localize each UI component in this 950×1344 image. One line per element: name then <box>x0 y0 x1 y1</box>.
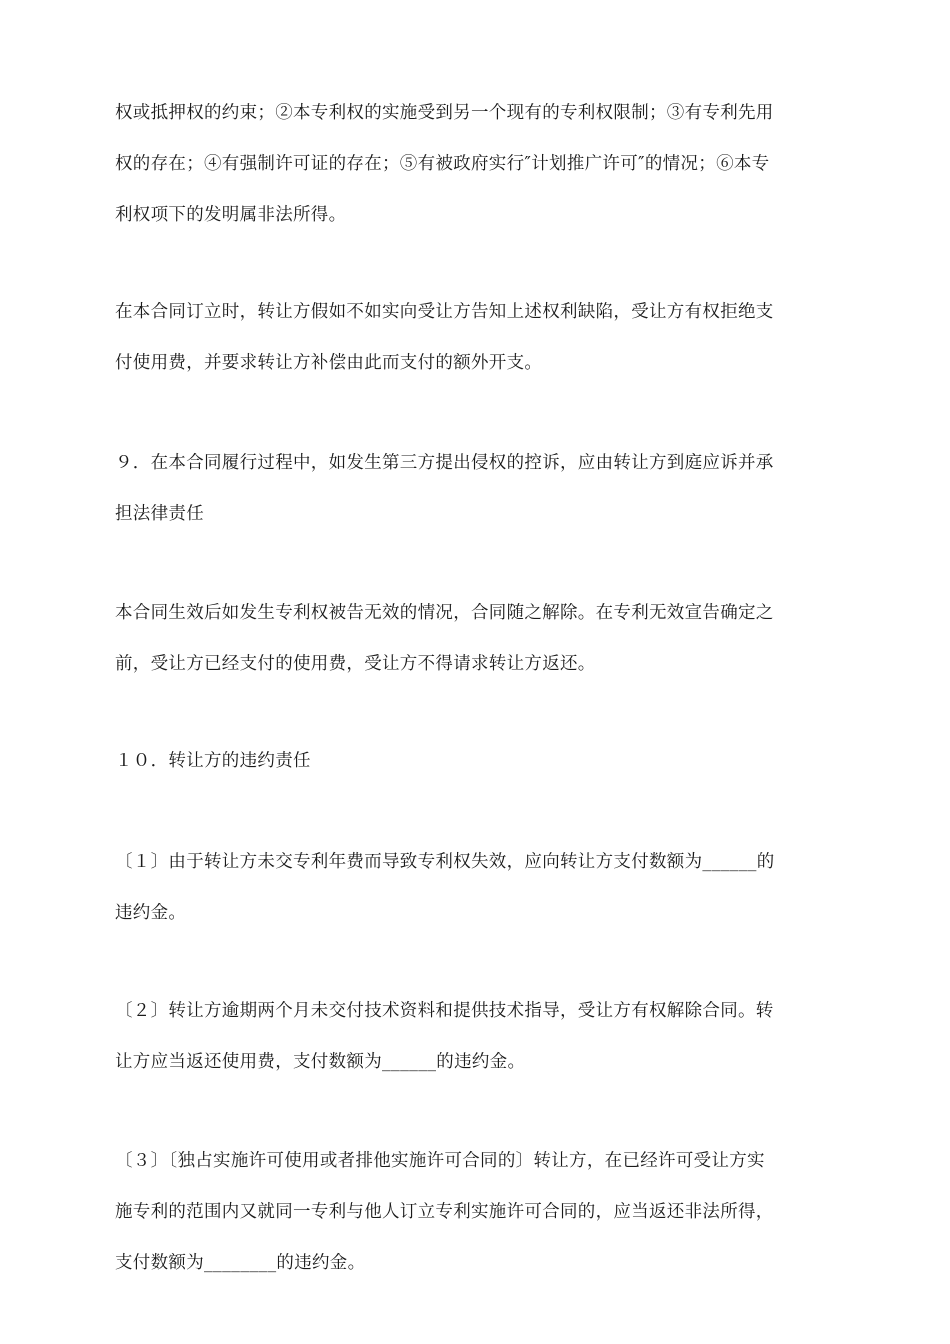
text-line: 让方应当返还使用费，支付数额为______的违约金。 <box>115 1052 526 1072</box>
paragraph-clause-9 <box>115 438 840 540</box>
text-line: 〔２〕转让方逾期两个月未交付技术资料和提供技术指导，受让方有权解除合同。转 <box>115 1001 774 1021</box>
heading-clause-10 <box>115 736 840 787</box>
paragraph-defect-disclosure <box>115 287 840 389</box>
text-line: 支付数额为________的违约金。 <box>115 1253 366 1273</box>
text-line: 前，受让方已经支付的使用费，受让方不得请求转让方返还。 <box>115 654 596 674</box>
text-line: 违约金。 <box>115 903 187 923</box>
text-line: 权的存在；④有强制许可证的存在；⑤有被政府实行″计划推广许可″的情况；⑥本专 <box>115 154 770 174</box>
text-line: 〔３〕〔独占实施许可使用或者排他实施许可合同的〕转让方，在已经许可受让方实 <box>115 1151 765 1171</box>
text-line: 本合同生效后如发生专利权被告无效的情况，合同随之解除。在专利无效宣告确定之 <box>115 603 774 623</box>
text-line: 担法律责任 <box>115 504 204 524</box>
paragraph-patent-defects-list <box>115 88 840 241</box>
text-line: １０．转让方的违约责任 <box>115 751 311 771</box>
text-line: ９．在本合同履行过程中，如发生第三方提出侵权的控诉，应由转让方到庭应诉并承 <box>115 453 774 473</box>
text-line: 〔１〕由于转让方未交专利年费而导致专利权失效，应向转让方支付数额为______的 <box>115 852 775 872</box>
paragraph-clause-10-item-2 <box>115 986 840 1088</box>
text-line: 权或抵押权的约束；②本专利权的实施受到另一个现有的专利权限制；③有专利先用 <box>115 103 774 123</box>
text-line: 付使用费，并要求转让方补偿由此而支付的额外开支。 <box>115 353 543 373</box>
paragraph-patent-invalidation <box>115 588 840 690</box>
text-line: 利权项下的发明属非法所得。 <box>115 205 347 225</box>
text-line: 施专利的范围内又就同一专利与他人订立专利实施许可合同的，应当返还非法所得， <box>115 1202 774 1222</box>
paragraph-clause-10-item-3 <box>115 1136 840 1289</box>
text-line: 在本合同订立时，转让方假如不如实向受让方告知上述权利缺陷，受让方有权拒绝支 <box>115 302 774 322</box>
paragraph-clause-10-item-1 <box>115 837 840 939</box>
